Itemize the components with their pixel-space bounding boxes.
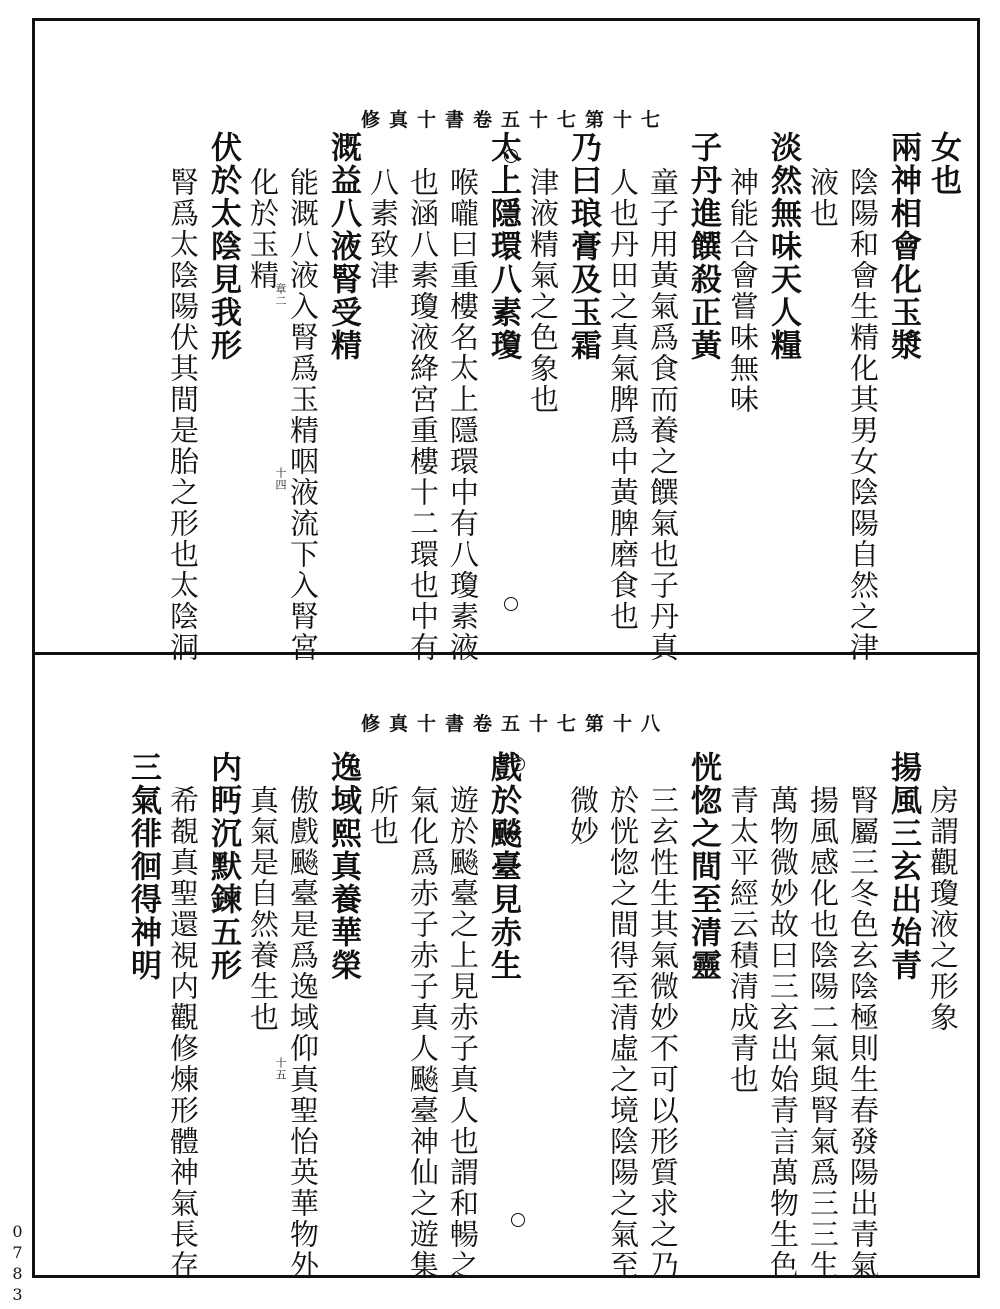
top-running-header: 修真十書卷五十七第十七 <box>360 109 669 131</box>
commentary-column: 陰陽和會生精化其男女陰陽自然之津 <box>846 167 880 663</box>
commentary-column: 真氣是自然養生也 <box>246 785 280 1033</box>
text-column: 逸域熙真養華榮 <box>325 751 361 982</box>
commentary-column: 喉嚨曰重樓名太上隱環中有八瓊素液 <box>446 167 480 663</box>
commentary-column: 腎爲太陰陽伏其間是胎之形也太陰洞 <box>166 167 200 663</box>
commentary-column: 三玄性生其氣微妙不可以形質求之乃 <box>646 785 680 1281</box>
commentary-column: 房謂觀瓊液之形象 <box>926 785 960 1033</box>
commentary-column: 神能合會嘗味無味 <box>726 167 760 415</box>
punctuation-circle <box>511 757 525 771</box>
bottom-panel <box>35 655 977 1281</box>
text-column: 揚風三玄出始青 <box>885 751 921 982</box>
commentary-column: 氣化爲赤子赤子真人飈臺神仙之遊集 <box>406 785 440 1281</box>
margin-note: 章二 <box>274 283 287 307</box>
text-column: 伏於太陰見我形 <box>205 131 241 362</box>
punctuation-circle <box>511 1213 525 1227</box>
bottom-running-header: 修真十書卷五十七第十八 <box>360 713 669 735</box>
text-column: 子丹進饌殺正黃 <box>685 131 721 362</box>
page-number: 0783 <box>8 1222 27 1306</box>
commentary-column: 萬物微妙故曰三玄出始青言萬物生色 <box>766 785 800 1281</box>
text-column: 戲於飈臺見赤生 <box>485 751 521 982</box>
text-column: 兩神相會化玉漿 <box>885 131 921 362</box>
commentary-column: 青太平經云積清成青也 <box>726 785 760 1095</box>
commentary-column: 童子用黃氣爲食而養之饌氣也子丹真 <box>646 167 680 663</box>
commentary-column: 微妙 <box>566 785 600 847</box>
commentary-column: 能溉八液入腎爲玉精咽液流下入腎宮 <box>286 167 320 663</box>
commentary-column: 人也丹田之真氣脾爲中黃脾磨食也 <box>606 167 640 632</box>
commentary-column: 津液精氣之色象也 <box>526 167 560 415</box>
commentary-column: 也涵八素瓊液絳宮重樓十二環也中有 <box>406 167 440 663</box>
commentary-column: 化於玉精 <box>246 167 280 291</box>
text-column: 溉益八液腎受精 <box>325 131 361 362</box>
commentary-column: 腎屬三冬色玄陰極則生春發陽出青氣 <box>846 785 880 1281</box>
commentary-column: 揚風感化也陰陽二氣與腎氣爲三三生 <box>806 785 840 1281</box>
margin-note: 十四 <box>274 467 287 491</box>
text-column: 淡然無味天人糧 <box>765 131 801 362</box>
commentary-column: 所也 <box>366 785 400 847</box>
punctuation-circle <box>504 597 518 611</box>
commentary-column: 八素致津 <box>366 167 400 291</box>
text-column: 内眄沉默鍊五形 <box>205 751 241 982</box>
punctuation-circle <box>504 149 518 163</box>
commentary-column: 傲戲飈臺是爲逸域仰真聖怡英華物外 <box>286 785 320 1281</box>
commentary-column: 於恍惚之間得至清虛之境陰陽之氣至 <box>606 785 640 1281</box>
text-column: 女也 <box>925 131 961 197</box>
text-column: 太上隱環八素瓊 <box>485 131 521 362</box>
text-column: 乃曰琅膏及玉霜 <box>565 131 601 362</box>
commentary-column: 遊於飈臺之上見赤子真人也謂和暢之 <box>446 785 480 1281</box>
text-column: 恍惚之間至清靈 <box>685 751 721 982</box>
text-column: 三氣徘徊得神明 <box>125 751 161 982</box>
commentary-column: 液也 <box>806 167 840 229</box>
margin-note: 十五 <box>274 1057 287 1081</box>
top-panel <box>35 21 977 663</box>
commentary-column: 希覩真聖還視内觀修煉形體神氣長存 <box>166 785 200 1281</box>
